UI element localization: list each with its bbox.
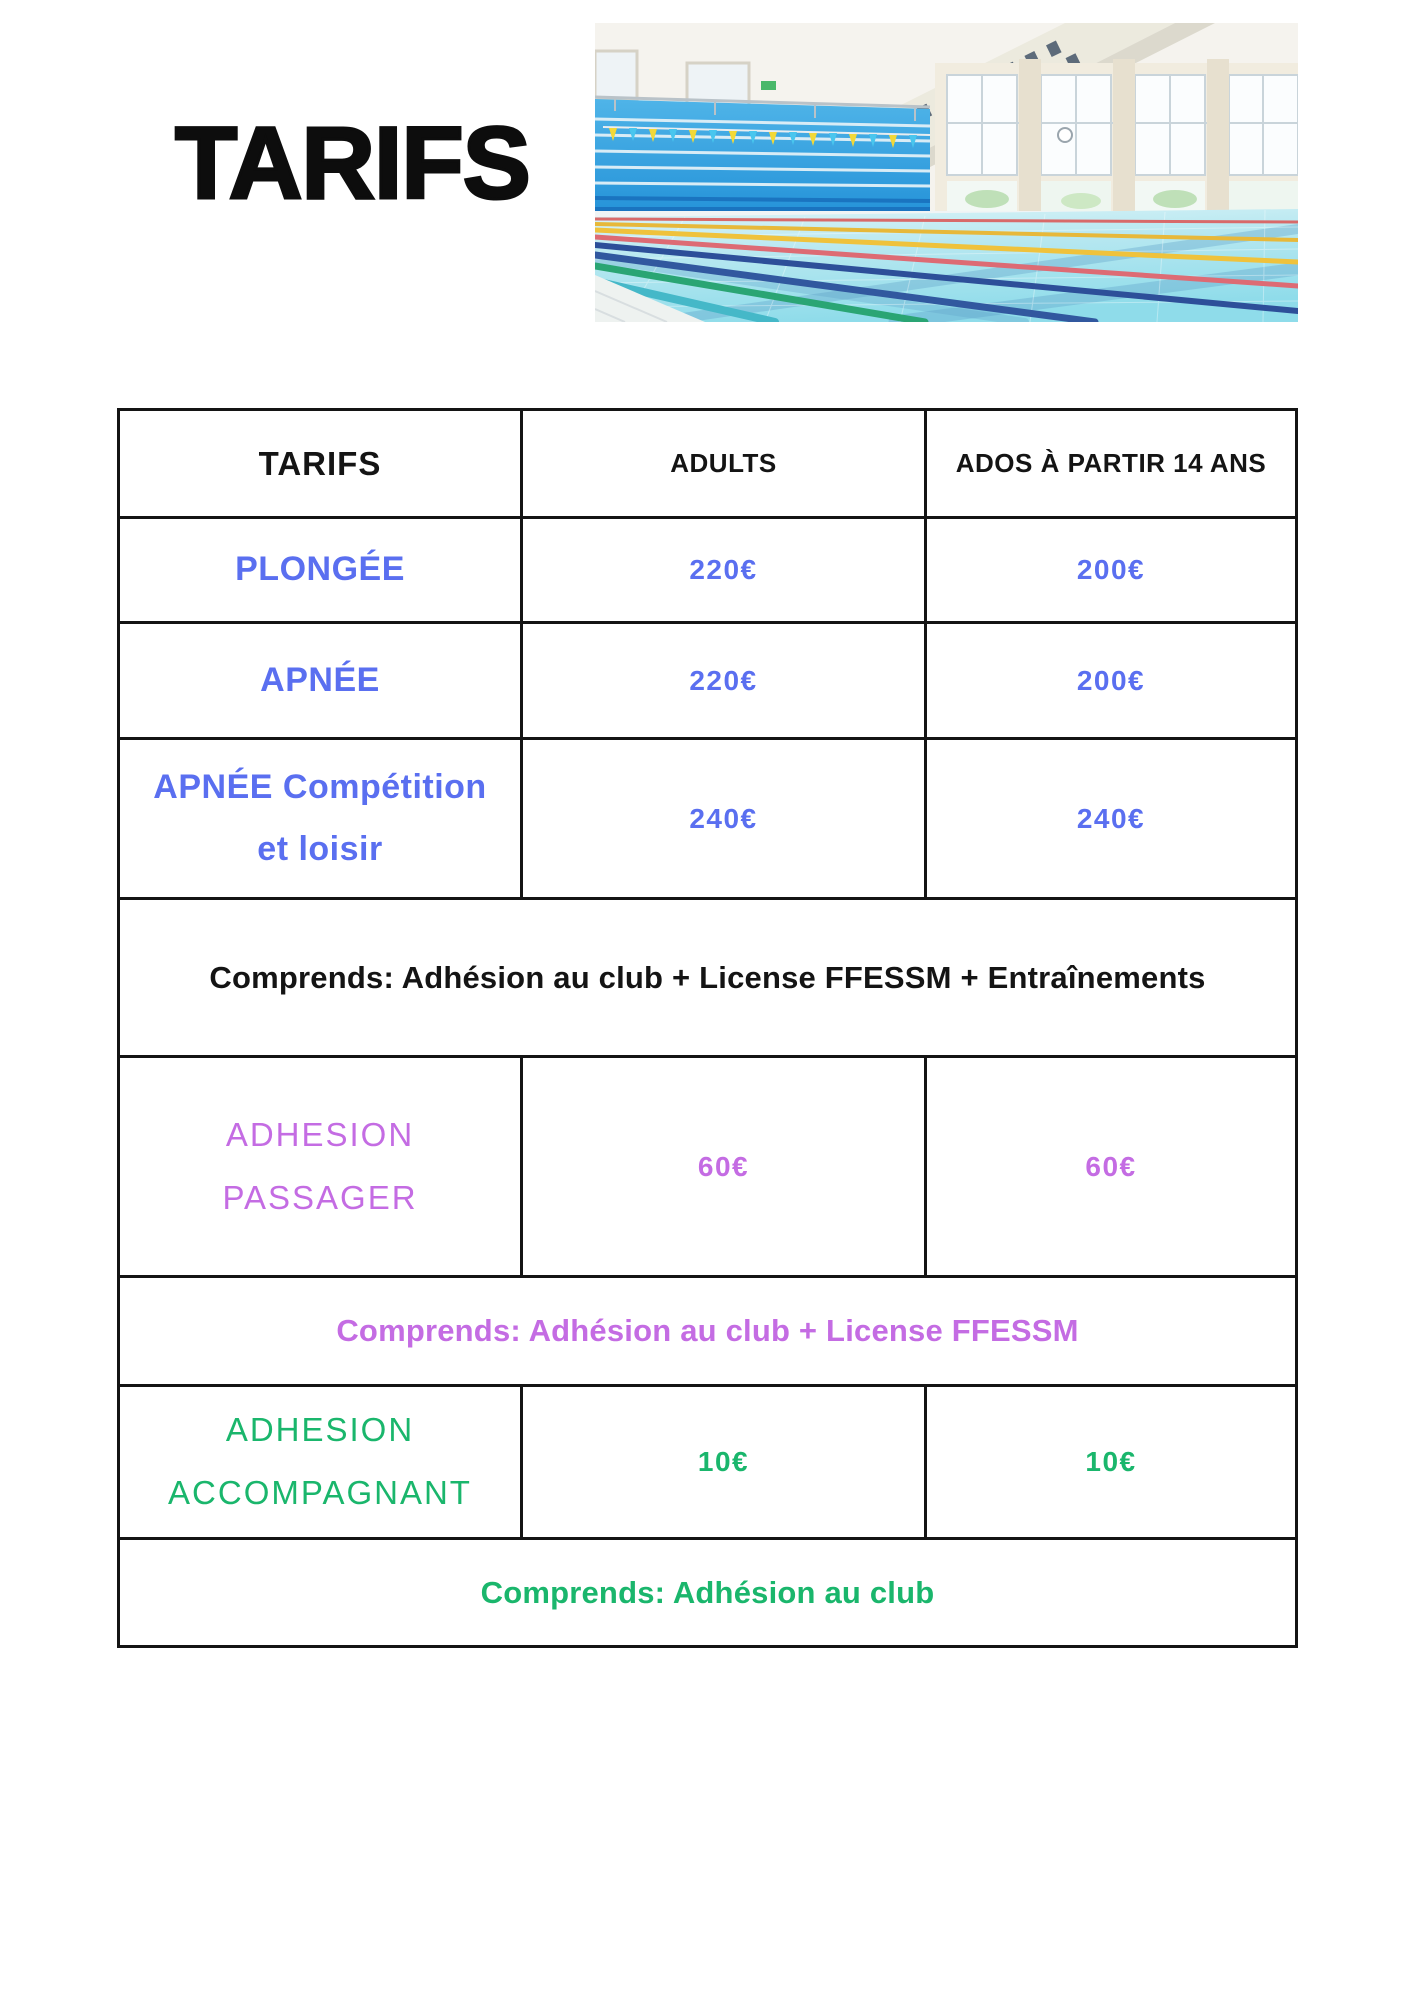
left-window <box>595 51 637 99</box>
accompagnant-price-adults: 10€ <box>520 1387 924 1537</box>
row-label-line1: ADHESION <box>225 1115 415 1153</box>
note-passager: Comprends: Adhésion au club + License FFESSM <box>336 1313 1079 1348</box>
page-title: TARIFS <box>175 106 530 220</box>
table-row-apnee <box>120 621 1295 737</box>
table-note-row-main <box>120 897 1295 1055</box>
apnee-competition-price-adults: 240€ <box>520 740 924 897</box>
row-label-line2: PASSAGER <box>222 1178 418 1216</box>
plongee-price-adults: 220€ <box>520 519 924 621</box>
row-label-line1: ADHESION <box>225 1411 415 1449</box>
header-ados: ADOS À PARTIR 14 ANS <box>924 411 1295 516</box>
pool-illustration <box>595 23 1298 322</box>
table-note-row-accompagnant <box>120 1537 1295 1645</box>
row-label-plongee: PLONGÉE <box>235 550 405 589</box>
table-row-adhesion-passager <box>120 1055 1295 1275</box>
apnee-competition-price-ados: 240€ <box>924 740 1295 897</box>
row-label-line2: et loisir <box>257 829 383 868</box>
apnee-price-adults: 220€ <box>520 624 924 737</box>
table-note-row-passager <box>120 1275 1295 1384</box>
indoor-pool-photo <box>595 23 1298 322</box>
row-label-line2: ACCOMPAGNANT <box>168 1474 472 1511</box>
row-label-adhesion-passager <box>120 1058 520 1275</box>
bleachers <box>595 97 930 217</box>
row-label-apnee: APNÉE <box>260 660 380 699</box>
plongee-price-ados: 200€ <box>924 519 1295 621</box>
wall-clock <box>1058 128 1072 142</box>
header-adults: ADULTS <box>520 411 924 516</box>
accompagnant-price-ados: 10€ <box>924 1387 1295 1537</box>
exit-sign <box>761 81 776 90</box>
note-accompagnant: Comprends: Adhésion au club <box>480 1574 935 1610</box>
table-row-apnee-competition <box>120 737 1295 897</box>
note-main: Comprends: Adhésion au club + License FFESSM + Entraînements <box>209 959 1206 995</box>
table-row-plongee <box>120 516 1295 621</box>
apnee-price-ados: 200€ <box>924 624 1295 737</box>
table-row-adhesion-accompagnant <box>120 1384 1295 1537</box>
passager-price-adults: 60€ <box>520 1058 924 1275</box>
row-label-line1: APNÉE Compétition <box>153 768 487 807</box>
row-label-apnee-competition <box>120 740 520 897</box>
right-windows <box>935 59 1298 215</box>
header-tarifs: TARIFS <box>258 444 382 482</box>
pricing-table <box>117 408 1298 1648</box>
passager-price-ados: 60€ <box>924 1058 1295 1275</box>
table-header-row <box>120 411 1295 516</box>
row-label-adhesion-accompagnant <box>120 1387 520 1537</box>
